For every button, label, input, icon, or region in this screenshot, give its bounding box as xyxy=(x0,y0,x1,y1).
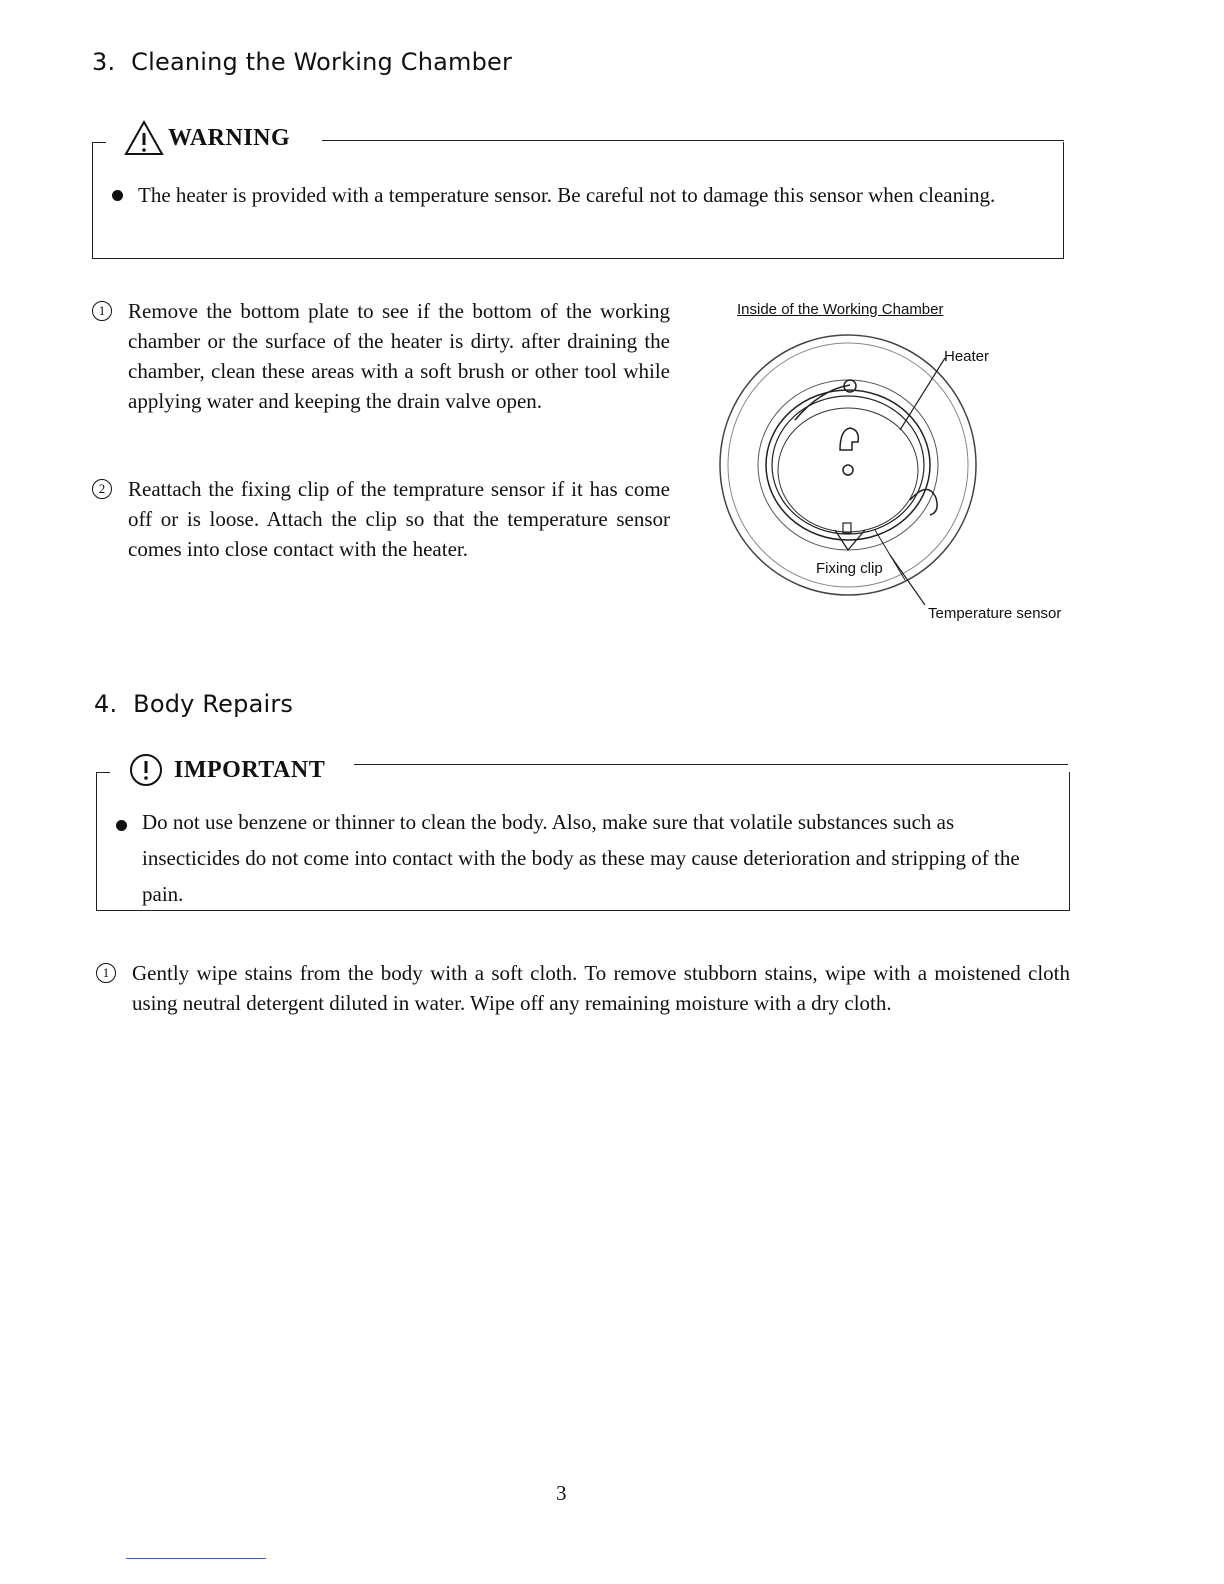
important-header xyxy=(122,752,331,788)
step-3-1 xyxy=(92,296,670,416)
important-text: Do not use benzene or thinner to clean the body. Also, make sure that volatile substances such as insecticides do not come into contact with the body as these may cause deterioration and stripping of the pain. xyxy=(142,810,1020,906)
warning-header xyxy=(118,120,296,156)
step-4-1-text: Gently wipe stains from the body with a soft cloth. To remove stubborn stains, wipe with a moistened cloth using neutral detergent diluted in water. Wipe off any remaining moisture with a dry cloth. xyxy=(132,961,1070,1015)
step-3-1-text: Remove the bottom plate to see if the bottom of the working chamber or the surface of the heater is dirty. after draining the chamber, clean these areas with a soft brush or other tool while applying water and keeping the drain valve open. xyxy=(128,299,670,413)
section-3-title: Cleaning the Working Chamber xyxy=(131,48,513,76)
figure-caption: Inside of the Working Chamber xyxy=(737,301,944,318)
warning-box xyxy=(92,120,1064,260)
page-number: 3 xyxy=(556,1481,567,1505)
warning-bullet-dot xyxy=(112,190,123,201)
section-3-number: 3. xyxy=(92,48,116,76)
footer-rule xyxy=(126,1558,266,1559)
working-chamber-diagram xyxy=(700,330,1100,630)
label-temperature-sensor: Temperature sensor xyxy=(928,605,1062,622)
section-3-heading xyxy=(92,48,512,76)
label-fixing-clip: Fixing clip xyxy=(816,560,883,577)
warning-triangle-icon xyxy=(124,120,164,156)
warning-box-topline-right xyxy=(322,140,1064,141)
exclamation-circle-icon xyxy=(128,752,164,788)
step-3-2-marker: 2 xyxy=(92,479,112,499)
section-4-number: 4. xyxy=(94,690,118,718)
important-title: IMPORTANT xyxy=(174,756,326,783)
step-3-2-text: Reattach the fixing clip of the temprature sensor if it has come off or is loose. Attach the clip so that the temperature sensor comes into close contact with the heater. xyxy=(128,477,670,561)
section-4-heading xyxy=(94,690,293,718)
important-bullet-dot xyxy=(116,820,127,831)
important-box-topline-right xyxy=(354,764,1068,765)
step-3-2 xyxy=(92,474,670,564)
step-4-1-marker: 1 xyxy=(96,963,116,983)
warning-box-topline-left xyxy=(92,142,106,143)
section-4-title: Body Repairs xyxy=(133,690,294,718)
warning-title: WARNING xyxy=(168,124,291,151)
important-box-topline-left xyxy=(96,772,110,773)
step-3-1-marker: 1 xyxy=(92,301,112,321)
warning-text: The heater is provided with a temperature sensor. Be careful not to damage this sensor when cleaning. xyxy=(138,183,996,207)
important-box xyxy=(96,750,1070,930)
step-4-1 xyxy=(96,958,1070,1018)
label-heater: Heater xyxy=(944,348,990,365)
